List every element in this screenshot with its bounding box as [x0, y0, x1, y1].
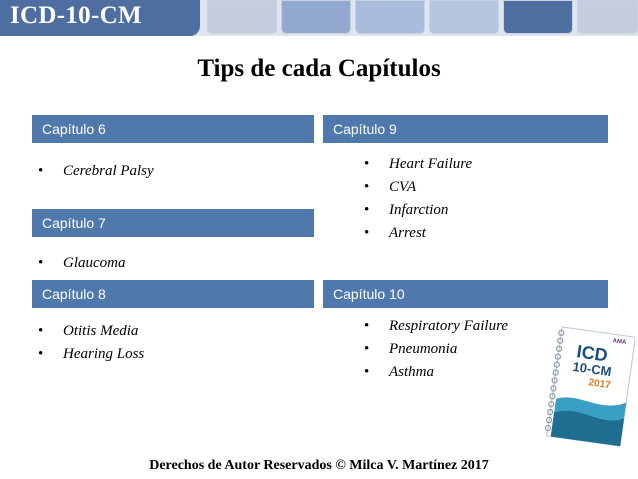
chapter-6-header	[32, 115, 314, 143]
banner-tile-2	[281, 0, 351, 34]
chapter-8-header	[32, 280, 314, 308]
icd-book-illustration	[540, 325, 635, 450]
list-item: • Hearing Loss	[38, 346, 145, 362]
book-title-line1: ICD	[575, 341, 609, 366]
list-item: • Arrest	[364, 225, 426, 241]
list-item: • CVA	[364, 179, 417, 195]
chapter-10-header	[323, 280, 608, 308]
chapter-7-list	[38, 252, 126, 275]
book-year: 2017	[587, 377, 612, 392]
list-item: • Otitis Media	[38, 323, 139, 339]
chapter-8-label: Capítulo 8	[42, 286, 106, 302]
banner-tile-4	[429, 0, 499, 34]
banner-tile-6	[577, 0, 638, 34]
chapter-10-label: Capítulo 10	[333, 286, 405, 302]
list-item: • Infarction	[364, 202, 449, 218]
banner-tile-3	[355, 0, 425, 34]
list-item: • Heart Failure	[364, 156, 473, 172]
list-item: • Asthma	[364, 364, 434, 380]
page-title: Tips de cada Capítulos	[197, 55, 441, 82]
book-brand: AMA	[612, 338, 627, 346]
brand-title: ICD-10-CM	[10, 2, 142, 29]
chapter-8-list	[38, 320, 144, 366]
footer-copyright: Derechos de Autor Reservados © Milca V. Martínez 2017	[149, 458, 489, 473]
chapter-9-list	[364, 153, 472, 245]
chapter-10-list	[364, 315, 508, 384]
banner-tile-5	[503, 0, 573, 34]
book-title-line2: 10-CM	[571, 358, 613, 380]
list-item: • Cerebral Palsy	[38, 163, 154, 179]
chapter-6-label: Capítulo 6	[42, 121, 106, 137]
top-banner	[0, 0, 638, 36]
chapter-6-list	[38, 160, 154, 183]
brand-block	[0, 0, 200, 36]
list-item: • Pneumonia	[364, 341, 458, 357]
list-item: • Respiratory Failure	[364, 318, 509, 334]
chapter-9-label: Capítulo 9	[333, 121, 397, 137]
chapter-7-label: Capítulo 7	[42, 215, 106, 231]
list-item: • Glaucoma	[38, 255, 126, 271]
chapter-9-header	[323, 115, 608, 143]
chapter-7-header	[32, 209, 314, 237]
banner-tile-1	[207, 0, 277, 34]
